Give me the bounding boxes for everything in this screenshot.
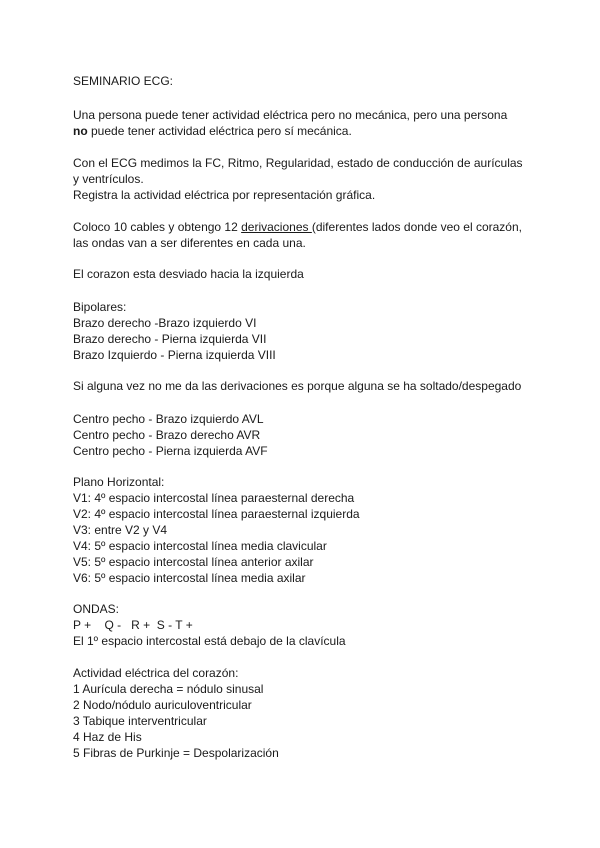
ondas-note: El 1º espacio intercostal está debajo de la clavícula: [73, 634, 346, 648]
list-item: V5: 5º espacio intercostal línea anterior axilar: [73, 555, 314, 569]
bipolares-section: [73, 299, 573, 363]
note-derivaciones-paragraph: [73, 378, 573, 394]
plano-horizontal-section: [73, 474, 573, 586]
list-item: Brazo derecho -Brazo izquierdo VI: [73, 316, 257, 330]
ecg-measures-line-1: Con el ECG medimos la FC, Ritmo, Regularidad, estado de conducción de aurículas: [73, 156, 523, 170]
cables-line-1: [73, 219, 573, 235]
list-item: V1: 4º espacio intercostal línea paraesternal derecha: [73, 491, 355, 505]
list-item: V2: 4º espacio intercostal línea paraesternal izquierda: [73, 507, 360, 521]
ecg-measures-paragraph: [73, 155, 573, 203]
ondas-sequence: P + Q - R + S - T +: [73, 618, 193, 632]
ecg-measures-line-3: Registra la actividad eléctrica por representación gráfica.: [73, 188, 376, 202]
derivaciones-underlined: derivaciones: [241, 220, 312, 234]
list-item: V3: entre V2 y V4: [73, 523, 168, 537]
list-item: 4 Haz de His: [73, 730, 142, 744]
list-item: V6: 5º espacio intercostal línea media axilar: [73, 571, 306, 585]
ecg-measures-line-2: y ventrículos.: [73, 172, 144, 186]
list-item: 1 Aurícula derecha = nódulo sinusal: [73, 682, 264, 696]
cables-part-1: Coloco 10 cables y obtengo 12: [73, 220, 242, 234]
list-item: Centro pecho - Brazo derecho AVR: [73, 428, 261, 442]
list-item: 2 Nodo/nódulo auriculoventricular: [73, 698, 252, 712]
list-item: V4: 5º espacio intercostal línea media clavicular: [73, 539, 327, 553]
bipolares-heading: Bipolares:: [73, 300, 127, 314]
list-item: Centro pecho - Brazo izquierdo AVL: [73, 412, 264, 426]
list-item: 3 Tabique interventricular: [73, 714, 207, 728]
cables-line-2: las ondas van a ser diferentes en cada una.: [73, 236, 306, 250]
actividad-heading: Actividad eléctrica del corazón:: [73, 666, 239, 680]
list-item: Brazo derecho - Pierna izquierda VII: [73, 332, 267, 346]
ondas-section: [73, 601, 573, 649]
note-derivaciones-line: Si alguna vez no me da las derivaciones es porque alguna se ha soltado/despegado: [73, 379, 522, 393]
document-title-block: [73, 73, 573, 89]
list-item: Centro pecho - Pierna izquierda AVF: [73, 444, 268, 458]
intro-line-2-rest: puede tener actividad eléctrica pero sí mecánica.: [87, 124, 352, 138]
deviation-line: El corazon esta desviado hacia la izquierda: [73, 267, 304, 281]
document-title: SEMINARIO ECG:: [73, 74, 174, 88]
cables-paragraph: [73, 219, 573, 251]
list-item: Brazo Izquierdo - Pierna izquierda VIII: [73, 348, 276, 362]
intro-line-1: Una persona puede tener actividad eléctrica pero no mecánica, pero una persona: [73, 108, 508, 122]
intro-bold-word: no: [73, 124, 88, 138]
list-item: 5 Fibras de Purkinje = Despolarización: [73, 746, 279, 760]
cables-part-2: (diferentes lados donde veo el corazón,: [311, 220, 522, 234]
deviation-paragraph: [73, 266, 573, 282]
plano-horizontal-heading: Plano Horizontal:: [73, 475, 165, 489]
intro-paragraph: [73, 107, 573, 139]
ondas-heading: ONDAS:: [73, 602, 120, 616]
actividad-section: [73, 665, 573, 761]
intro-line-2: [73, 123, 573, 139]
centro-pecho-section: [73, 411, 573, 459]
